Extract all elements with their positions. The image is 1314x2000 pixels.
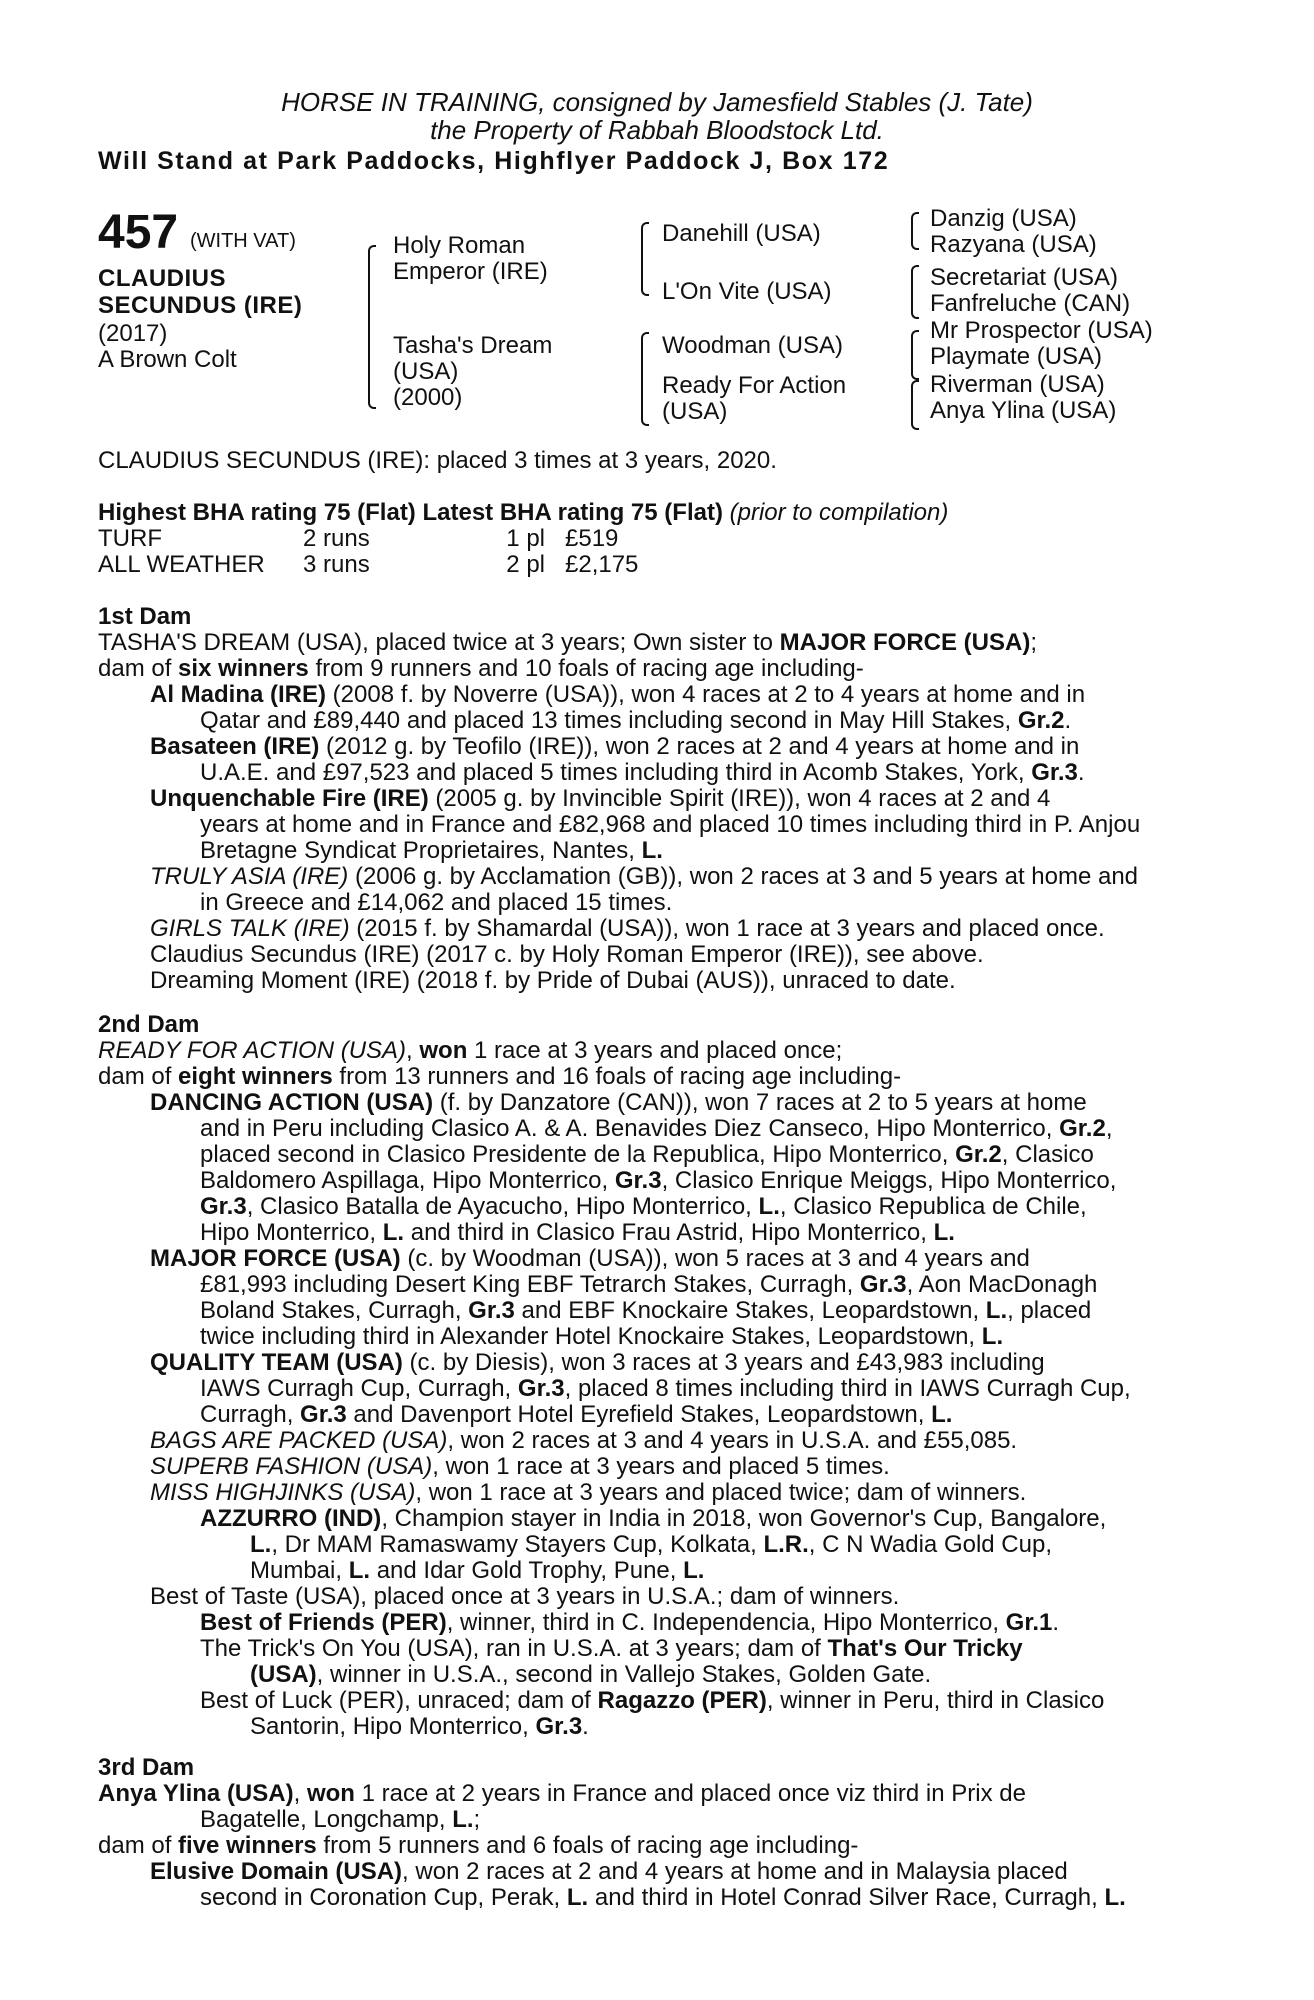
surface: ALL WEATHER xyxy=(98,551,265,578)
third-dam-heading: 3rd Dam xyxy=(98,1754,195,1781)
runs: 3 runs xyxy=(303,551,370,578)
text-run: , Champion stayer in India in 2018, won Governor's Cup, Bangalore, xyxy=(381,1505,1107,1532)
dd-dam: Anya Ylina (USA) xyxy=(930,397,1117,424)
text-run: dam of xyxy=(98,1063,179,1090)
text-run: Al Madina (IRE) xyxy=(150,681,327,708)
third-dam-line-cont xyxy=(98,1807,1208,1833)
text-run: That's Our Tricky xyxy=(827,1635,1023,1662)
dam-name-2: (USA) xyxy=(393,358,459,385)
text-run: Bretagne Syndicat Proprietaires, Nantes, xyxy=(200,837,642,864)
rating-line xyxy=(98,500,1208,526)
horse-name-line1: CLAUDIUS xyxy=(98,265,226,292)
produce-entry: Claudius Secundus (IRE) (2017 c. by Holy Roman Emperor (IRE)), see above. xyxy=(150,941,984,968)
text-run: (2008 f. by Noverre (USA)), won 4 races at 2 to 4 years at home and in xyxy=(326,681,1086,708)
text-run: Gr.2 xyxy=(955,1141,1002,1168)
text-run: twice including third in Alexander Hotel Knockaire Stakes, Leopardstown, xyxy=(200,1323,982,1350)
pedigree-bracket-3b xyxy=(911,265,919,319)
text-run: and third in Hotel Conrad Silver Race, Curragh, xyxy=(588,1884,1105,1911)
text-run: . xyxy=(1064,707,1072,734)
produce-entry-cont xyxy=(98,1298,1208,1324)
ss-dam: Razyana (USA) xyxy=(930,231,1097,258)
text-run: Baldomero Aspillaga, Hipo Monterrico, xyxy=(200,1167,615,1194)
produce-entry xyxy=(98,1454,1208,1480)
text-run: Gr.3 xyxy=(535,1713,583,1740)
rating-note: (prior to compilation) xyxy=(729,499,949,526)
produce-entry-cont xyxy=(98,1402,1208,1428)
dd-sire: Riverman (USA) xyxy=(930,371,1105,398)
text-run: L. xyxy=(933,1219,955,1246)
second-dam-section xyxy=(98,1012,1208,1740)
text-run: (2006 g. by Acclamation (GB)), won 2 races at 3 and 5 years at home and xyxy=(348,863,1139,890)
first-dam-line xyxy=(98,630,1208,656)
text-run: Gr.3 xyxy=(300,1401,347,1428)
text-run: . xyxy=(1077,759,1085,786)
text-run: and in Peru including Clasico A. & A. Benavides Diez Canseco, Hipo Monterrico, xyxy=(200,1115,1060,1142)
text-run: L. xyxy=(250,1531,272,1558)
pedigree-bracket-1 xyxy=(368,245,376,409)
text-run: TASHA'S DREAM (USA), placed twice at 3 years; Own sister to xyxy=(98,629,780,656)
text-run: TRULY ASIA (IRE) xyxy=(150,863,349,890)
produce-entry-cont xyxy=(98,1885,1208,1911)
text-run: in Greece and £14,062 and placed 15 times. xyxy=(200,889,673,916)
text-run: , Clasico Enrique Meiggs, Hipo Monterrico, xyxy=(661,1167,1117,1194)
text-run: Gr.2 xyxy=(1017,707,1065,734)
produce-entry xyxy=(98,682,1208,708)
earnings: £519 xyxy=(565,525,619,552)
text-run: and Idar Gold Trophy, Pune, xyxy=(370,1557,684,1584)
second-dam-heading: 2nd Dam xyxy=(98,1011,200,1038)
grand-produce-entry xyxy=(98,1688,1208,1714)
text-run: SUPERB FASHION (USA) xyxy=(150,1453,433,1480)
text-run: , Aon MacDonagh xyxy=(906,1271,1098,1298)
text-run: , xyxy=(1105,1115,1113,1142)
ds-dam: Playmate (USA) xyxy=(930,343,1103,370)
first-dam-section xyxy=(98,604,1208,994)
text-run: (f. by Danzatore (CAN)), won 7 races at 2 to 5 years at home xyxy=(433,1089,1087,1116)
text-run: eight winners xyxy=(178,1063,333,1090)
placings: 1 pl xyxy=(506,525,545,552)
second-dam-line xyxy=(98,1038,1208,1064)
text-run: and EBF Knockaire Stakes, Leopardstown, xyxy=(514,1297,986,1324)
text-run: U.A.E. and £97,523 and placed 5 times including third in Acomb Stakes, York, xyxy=(200,759,1032,786)
text-run: (2015 f. by Shamardal (USA)), won 1 race at 3 years and placed once. xyxy=(349,915,1105,942)
produce-entry-cont xyxy=(98,1376,1208,1402)
text-run: MAJOR FORCE (USA) xyxy=(779,629,1031,656)
runs-row xyxy=(98,526,638,552)
text-run: won xyxy=(419,1037,468,1064)
text-run: Ragazzo (PER) xyxy=(597,1687,767,1714)
text-run: Elusive Domain (USA) xyxy=(150,1858,403,1885)
dam-name: Tasha's Dream xyxy=(393,332,553,359)
text-run: Gr.3 xyxy=(517,1375,565,1402)
grand-produce-cont xyxy=(98,1558,1208,1584)
text-run: ; xyxy=(473,1806,481,1833)
text-run: Gr.3 xyxy=(468,1297,515,1324)
text-run: L. xyxy=(348,1557,371,1584)
text-run: (c. by Woodman (USA)), won 5 races at 3 and 4 years and xyxy=(400,1245,1030,1272)
grand-produce-entry xyxy=(98,1506,1208,1532)
produce-entry xyxy=(98,734,1208,760)
produce-entry xyxy=(98,1480,1208,1506)
text-run: Qatar and £89,440 and placed 13 times including second in May Hill Stakes, xyxy=(200,707,1018,734)
produce-entry-cont xyxy=(98,1168,1208,1194)
text-run: and Davenport Hotel Eyrefield Stakes, Leopardstown, xyxy=(346,1401,932,1428)
text-run: , won 2 races at 2 and 4 years at home and in Malaysia placed xyxy=(402,1858,1068,1885)
grand-produce-cont xyxy=(98,1714,1208,1740)
consignor-line: HORSE IN TRAINING, consigned by Jamesfield Stables (J. Tate) xyxy=(281,87,1033,117)
placings: 2 pl xyxy=(506,551,545,578)
produce-entry-cont xyxy=(98,1142,1208,1168)
text-run: L. xyxy=(985,1297,1008,1324)
foaling-year: (2017) xyxy=(98,320,168,347)
race-summary: CLAUDIUS SECUNDUS (IRE): placed 3 times at 3 years, 2020. xyxy=(98,447,777,474)
first-dam-produce-line xyxy=(98,656,1208,682)
text-run: , xyxy=(293,1780,307,1807)
text-run: The Trick's On You (USA), ran in U.S.A. at 3 years; dam of xyxy=(200,1635,828,1662)
text-run: Santorin, Hipo Monterrico, xyxy=(250,1713,536,1740)
text-run: L. xyxy=(931,1401,953,1428)
produce-entry xyxy=(98,916,1208,942)
produce-entry-cont xyxy=(98,760,1208,786)
text-run: L. xyxy=(1104,1884,1126,1911)
text-run: L. xyxy=(981,1323,1004,1350)
text-run: six winners xyxy=(178,655,309,682)
text-run: five winners xyxy=(178,1832,317,1859)
dam-dam: Ready For Action xyxy=(662,372,847,399)
text-run: Curragh, xyxy=(200,1401,301,1428)
produce-entry-cont xyxy=(98,812,1208,838)
text-run: , winner, third in C. Independencia, Hipo Monterrico, xyxy=(446,1609,1006,1636)
text-run: Best of Friends (PER) xyxy=(200,1609,447,1636)
text-run: dam of xyxy=(98,655,179,682)
text-run: IAWS Curragh Cup, Curragh, xyxy=(200,1375,518,1402)
text-run: Gr.1 xyxy=(1005,1609,1053,1636)
runs-table xyxy=(98,526,638,578)
pedigree-bracket-3a xyxy=(911,212,919,250)
ds-sire: Mr Prospector (USA) xyxy=(930,317,1153,344)
produce-entry xyxy=(98,1350,1208,1376)
text-run: AZZURRO (IND) xyxy=(200,1505,382,1532)
text-run: MAJOR FORCE (USA) xyxy=(150,1245,401,1272)
text-run: Bagatelle, Longchamp, xyxy=(200,1806,453,1833)
text-run: (c. by Diesis), won 3 races at 3 years and £43,983 including xyxy=(402,1349,1045,1376)
produce-entry xyxy=(98,1246,1208,1272)
text-run: L.R. xyxy=(763,1531,809,1558)
sd-sire: Secretariat (USA) xyxy=(930,264,1119,291)
text-run: years at home and in France and £82,968 and placed 10 times including third in P. Anjou xyxy=(200,811,1141,838)
sire-dam: L'On Vite (USA) xyxy=(662,278,832,305)
text-run: L. xyxy=(452,1806,474,1833)
text-run: from 5 runners and 6 foals of racing age including- xyxy=(316,1832,859,1859)
dam-dam-2: (USA) xyxy=(662,398,728,425)
text-run: , Clasico Republica de Chile, xyxy=(779,1193,1087,1220)
text-run: L. xyxy=(566,1884,589,1911)
text-run: , winner in U.S.A., second in Vallejo Stakes, Golden Gate. xyxy=(316,1661,932,1688)
text-run: , placed xyxy=(1007,1297,1092,1324)
sire-sire: Danehill (USA) xyxy=(662,220,821,247)
text-run: L. xyxy=(758,1193,780,1220)
property-line: the Property of Rabbah Bloodstock Ltd. xyxy=(430,115,884,145)
runs: 2 runs xyxy=(303,525,370,552)
text-run: Basateen (IRE) xyxy=(150,733,320,760)
third-dam-section xyxy=(98,1755,1208,1911)
dam-sire: Woodman (USA) xyxy=(662,332,843,359)
text-run: Gr.3 xyxy=(200,1193,247,1220)
grand-produce-entry xyxy=(98,1636,1208,1662)
produce-entry-cont xyxy=(98,708,1208,734)
produce-entry-cont xyxy=(98,838,1208,864)
produce-entry-cont xyxy=(98,890,1208,916)
pedigree-bracket-3d xyxy=(911,380,919,430)
text-run: MISS HIGHJINKS (USA) xyxy=(150,1479,416,1506)
text-run: GIRLS TALK (IRE) xyxy=(150,915,350,942)
vat-note: (WITH VAT) xyxy=(190,230,296,252)
third-dam-produce-line xyxy=(98,1833,1208,1859)
text-run: (USA) xyxy=(250,1661,317,1688)
text-run: Mumbai, xyxy=(250,1557,349,1584)
text-run: . xyxy=(1052,1609,1060,1636)
dam-year: (2000) xyxy=(393,384,463,411)
text-run: from 9 runners and 10 foals of racing age including- xyxy=(308,655,864,682)
text-run: , Clasico xyxy=(1001,1141,1094,1168)
produce-entry: Dreaming Moment (IRE) (2018 f. by Pride of Dubai (AUS)), unraced to date. xyxy=(150,967,956,994)
produce-entry xyxy=(98,1859,1208,1885)
text-run: , won 1 race at 3 years and placed twice; dam of winners. xyxy=(415,1479,1027,1506)
text-run: , placed 8 times including third in IAWS Curragh Cup, xyxy=(564,1375,1131,1402)
text-run: READY FOR ACTION (USA) xyxy=(98,1037,407,1064)
text-run: , won 2 races at 3 and 4 years in U.S.A. and £55,085. xyxy=(447,1427,1018,1454)
sire-name-2: Emperor (IRE) xyxy=(393,258,548,285)
produce-entry xyxy=(98,1090,1208,1116)
pedigree-bracket-2a xyxy=(641,222,649,296)
produce-entry xyxy=(98,786,1208,812)
text-run: Best of Luck (PER), unraced; dam of xyxy=(200,1687,598,1714)
text-run: Gr.2 xyxy=(1059,1115,1106,1142)
rating-label: Highest BHA rating 75 (Flat) Latest BHA rating 75 (Flat) xyxy=(98,499,723,526)
grand-produce-cont xyxy=(98,1662,1208,1688)
text-run: L. xyxy=(683,1557,705,1584)
runs-row xyxy=(98,552,638,578)
produce-entry-cont xyxy=(98,1272,1208,1298)
text-run: (2005 g. by Invincible Spirit (IRE)), won 4 races at 2 and 4 xyxy=(428,785,1051,812)
text-run: BAGS ARE PACKED (USA) xyxy=(150,1427,448,1454)
text-run: , winner in Peru, third in Clasico xyxy=(766,1687,1105,1714)
text-run: Gr.3 xyxy=(1031,759,1078,786)
horse-name xyxy=(98,265,302,319)
produce-entry xyxy=(98,864,1208,890)
text-run: won xyxy=(306,1780,355,1807)
stabling-line: Will Stand at Park Paddocks, Highflyer Paddock J, Box 172 xyxy=(98,147,890,175)
produce-entry-cont xyxy=(98,1194,1208,1220)
text-run: £81,993 including Desert King EBF Tetrarch Stakes, Curragh, xyxy=(200,1271,860,1298)
text-run: (2012 g. by Teofilo (IRE)), won 2 races at 2 and 4 years at home and in xyxy=(319,733,1080,760)
text-run: Boland Stakes, Curragh, xyxy=(200,1297,469,1324)
text-run: , Dr MAM Ramaswamy Stayers Cup, Kolkata, xyxy=(271,1531,764,1558)
second-dam-produce-line xyxy=(98,1064,1208,1090)
text-run: placed second in Clasico Presidente de la Republica, Hipo Monterrico, xyxy=(200,1141,956,1168)
produce-entry xyxy=(98,1428,1208,1454)
text-run: from 13 runners and 16 foals of racing age including- xyxy=(332,1063,902,1090)
ss-sire: Danzig (USA) xyxy=(930,205,1077,232)
text-run: second in Coronation Cup, Perak, xyxy=(200,1884,567,1911)
grand-produce-cont xyxy=(98,1532,1208,1558)
text-run: L. xyxy=(641,837,663,864)
text-run: Gr.3 xyxy=(859,1271,907,1298)
text-run: ; xyxy=(1030,629,1038,656)
third-dam-line xyxy=(98,1781,1208,1807)
text-run: Gr.3 xyxy=(614,1167,662,1194)
first-dam-heading: 1st Dam xyxy=(98,603,192,630)
horse-description: A Brown Colt xyxy=(98,346,237,373)
text-run: and third in Clasico Frau Astrid, Hipo Monterrico, xyxy=(404,1219,934,1246)
grand-produce-entry xyxy=(98,1610,1208,1636)
text-run: QUALITY TEAM (USA) xyxy=(150,1349,403,1376)
text-run: Hipo Monterrico, xyxy=(200,1219,383,1246)
text-run: Anya Ylina (USA) xyxy=(98,1780,294,1807)
text-run: 1 race at 3 years and placed once; xyxy=(467,1037,843,1064)
text-run: 1 race at 2 years in France and placed once viz third in Prix de xyxy=(354,1780,1026,1807)
produce-entry: Best of Taste (USA), placed once at 3 years in U.S.A.; dam of winners. xyxy=(150,1583,900,1610)
text-run: . xyxy=(582,1713,589,1740)
text-run: dam of xyxy=(98,1832,179,1859)
text-run: , Clasico Batalla de Ayacucho, Hipo Monterrico, xyxy=(246,1193,759,1220)
produce-entry-cont xyxy=(98,1324,1208,1350)
horse-name-line2: SECUNDUS (IRE) xyxy=(98,292,303,319)
pedigree-bracket-3c xyxy=(911,330,919,380)
produce-entry-cont xyxy=(98,1220,1208,1246)
text-run: L. xyxy=(382,1219,405,1246)
pedigree-bracket-2b xyxy=(641,332,649,426)
sire-name: Holy Roman xyxy=(393,232,526,259)
earnings: £2,175 xyxy=(565,551,639,578)
surface: TURF xyxy=(98,525,162,552)
text-run: , xyxy=(406,1037,420,1064)
text-run: , won 1 race at 3 years and placed 5 times. xyxy=(432,1453,890,1480)
lot-number: 457 xyxy=(98,206,179,259)
text-run: , C N Wadia Gold Cup, xyxy=(808,1531,1052,1558)
text-run: Unquenchable Fire (IRE) xyxy=(150,785,429,812)
text-run: DANCING ACTION (USA) xyxy=(150,1089,434,1116)
produce-entry-cont xyxy=(98,1116,1208,1142)
sd-dam: Fanfreluche (CAN) xyxy=(930,290,1131,317)
